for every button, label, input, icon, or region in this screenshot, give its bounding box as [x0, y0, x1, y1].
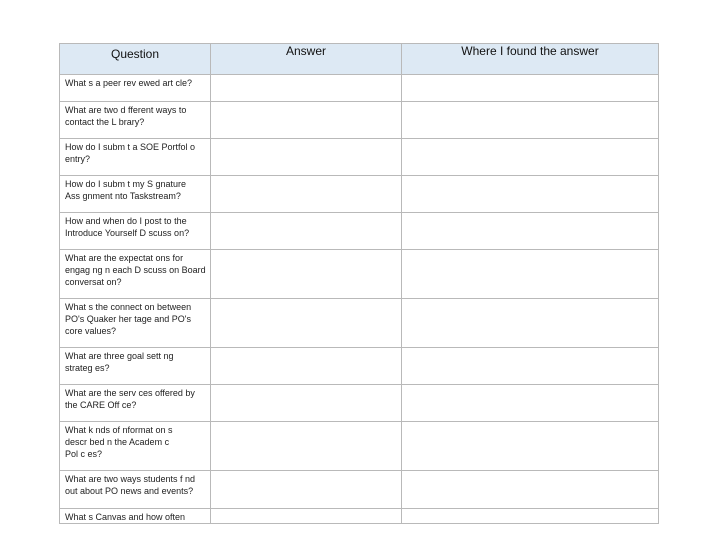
where-found-cell[interactable] [402, 385, 659, 422]
table-row [60, 471, 659, 509]
where-found-cell[interactable] [402, 102, 659, 139]
question-text: What s a peer rev ewed art cle? [65, 78, 193, 88]
question-text: How and when do I post to the Introduce Yourself D scuss on? [65, 216, 190, 238]
where-found-cell[interactable] [402, 75, 659, 102]
answer-cell[interactable] [211, 176, 402, 213]
table-row [60, 299, 659, 348]
where-found-cell[interactable] [402, 299, 659, 348]
answer-cell[interactable] [211, 213, 402, 250]
question-text: What are two d fferent ways to contact the L brary? [65, 105, 187, 127]
question-cell [60, 299, 211, 348]
where-found-cell[interactable] [402, 348, 659, 385]
table-row [60, 213, 659, 250]
answer-cell[interactable] [211, 385, 402, 422]
answer-cell[interactable] [211, 102, 402, 139]
header-where-found-label: Where I found the answer [461, 44, 599, 58]
question-text: How do I subm t a SOE Portfol o entry? [65, 142, 196, 164]
header-answer-label: Answer [285, 44, 326, 58]
table-row [60, 348, 659, 385]
answer-cell[interactable] [211, 139, 402, 176]
question-text: What are three goal sett ng strateg es? [65, 351, 174, 373]
table-row [60, 176, 659, 213]
question-text: What k nds of nformat on s descr bed n the Academ c Pol c es? [65, 425, 173, 459]
question-cell [60, 422, 211, 471]
where-found-cell[interactable] [402, 471, 659, 509]
where-found-cell[interactable] [402, 139, 659, 176]
header-question-label: Question [110, 47, 160, 61]
table-row [60, 385, 659, 422]
question-text: What s the connect on between PO's Quaker her tage and PO's core values? [65, 302, 192, 336]
table-row [60, 75, 659, 102]
where-found-cell[interactable] [402, 176, 659, 213]
header-row [60, 44, 659, 75]
question-cell [60, 509, 211, 524]
question-text: What are two ways students f nd out about PO news and events? [65, 474, 196, 496]
question-cell [60, 139, 211, 176]
table-row [60, 509, 659, 524]
answer-cell[interactable] [211, 75, 402, 102]
table-row [60, 250, 659, 299]
header-question [60, 44, 211, 75]
question-cell [60, 250, 211, 299]
answer-cell[interactable] [211, 348, 402, 385]
question-cell [60, 102, 211, 139]
worksheet [59, 43, 658, 524]
where-found-cell[interactable] [402, 422, 659, 471]
question-cell [60, 471, 211, 509]
answer-cell[interactable] [211, 250, 402, 299]
question-text: What s Canvas and how often [65, 512, 186, 522]
answer-cell[interactable] [211, 509, 402, 524]
answer-cell[interactable] [211, 299, 402, 348]
table-row [60, 102, 659, 139]
question-answer-table [59, 43, 659, 524]
table-row [60, 422, 659, 471]
where-found-cell[interactable] [402, 509, 659, 524]
question-cell [60, 213, 211, 250]
question-cell [60, 176, 211, 213]
header-answer [211, 44, 402, 75]
where-found-cell[interactable] [402, 250, 659, 299]
question-text: What are the serv ces offered by the CARE Off ce? [65, 388, 195, 410]
question-cell [60, 75, 211, 102]
question-cell [60, 348, 211, 385]
question-text: What are the expectat ons for engag ng n each D scuss on Board conversat on? [65, 253, 206, 287]
table-row [60, 139, 659, 176]
answer-cell[interactable] [211, 471, 402, 509]
answer-cell[interactable] [211, 422, 402, 471]
question-cell [60, 385, 211, 422]
question-text: How do I subm t my S gnature Ass gnment nto Taskstream? [65, 179, 187, 201]
header-where-found [402, 44, 659, 75]
where-found-cell[interactable] [402, 213, 659, 250]
